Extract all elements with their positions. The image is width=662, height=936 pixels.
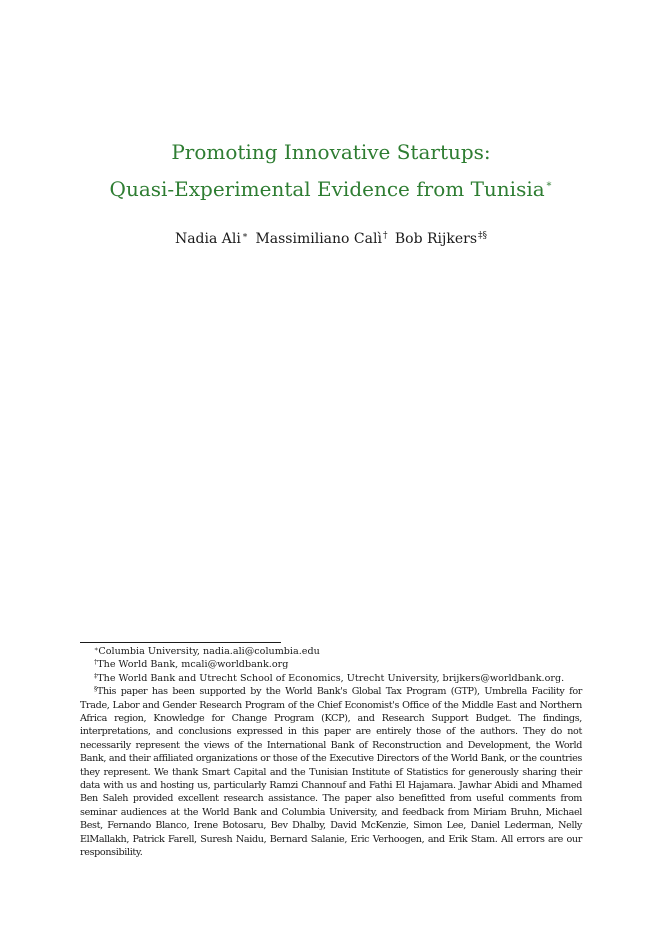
footnote-mark: †: [94, 658, 98, 667]
footnotes: [80, 645, 582, 860]
footnote-acknowledgements: [80, 685, 582, 859]
footnote-mark: ‡: [94, 671, 98, 680]
title-footnote-mark[interactable]: ∗: [545, 179, 553, 190]
footnote-mark: §: [94, 685, 97, 694]
author-name: Nadia Ali: [174, 231, 241, 247]
footnote-rule: [80, 642, 281, 643]
footnote-text: The World Bank and Utrecht School of Economics, Utrecht University, brijkers@worldbank.org.: [97, 672, 565, 684]
footnote-mark: ∗: [94, 645, 99, 653]
footnote-affiliation-rijkers: [80, 672, 582, 685]
footnote-text: The World Bank, mcali@worldbank.org: [97, 659, 289, 671]
footnote-text: Columbia University, nadia.ali@columbia.edu: [98, 646, 320, 657]
footnote-affiliation-cali: [80, 658, 582, 671]
author-massimiliano-cali: [255, 231, 387, 247]
author-nadia-ali: [175, 231, 248, 247]
paper-title-line-1: [0, 140, 662, 164]
author-footnote-mark[interactable]: †: [382, 231, 388, 241]
author-name: Massimiliano Calì: [255, 231, 382, 247]
author-name: Bob Rijkers: [394, 231, 478, 247]
paper-title-text-2: Quasi-Experimental Evidence from Tunisia: [109, 177, 545, 201]
paper-title-text-1: Promoting Innovative Startups:: [171, 140, 491, 164]
paper-title-line-2: [0, 177, 662, 201]
footnote-text: This paper has been supported by the World Bank's Global Tax Program (GTP), Umbrella Facility for Trade, Labor and Gender Research Program of the Chief Economist's Office of the Middle East and Northern Africa region, Knowledge for Change Program (KCP), and Research Support Budget. The findings, interpretations, and conclusions expressed in this paper are entirely those of the authors. They do not necessarily represent the views of the International Bank of Reconstruction and Development, the World Bank, and their affiliated organizations or those of the Executive Directors of the World Bank, or the countries they represent. We thank Smart Capital and the Tunisian Institute of Statistics for generously sharing their data with us and hosting us, particularly Ramzi Channouf and Fathi El Hajamara. Jawhar Abidi and Mhamed Ben Saleh provided excellent research assistance. The paper also benefitted from useful comments from seminar audiences at the World Bank and Columbia University, and feedback from Miriam Bruhn, Michael Best, Fernando Blanco, Irene Botosaru, Bev Dhalby, David McKenzie, Simon Lee, Daniel Lederman, Nelly ElMallakh, Patrick Farell, Suresh Naidu, Bernard Salanie, Eric Verhoogen, and Erik Stam. All errors are our responsibility.: [80, 686, 582, 859]
author-bob-rijkers: [395, 231, 487, 247]
author-list: [0, 230, 662, 248]
author-footnote-mark[interactable]: ‡§: [478, 231, 488, 241]
footnote-affiliation-ali: [80, 645, 582, 658]
author-footnote-mark[interactable]: ∗: [241, 231, 248, 241]
